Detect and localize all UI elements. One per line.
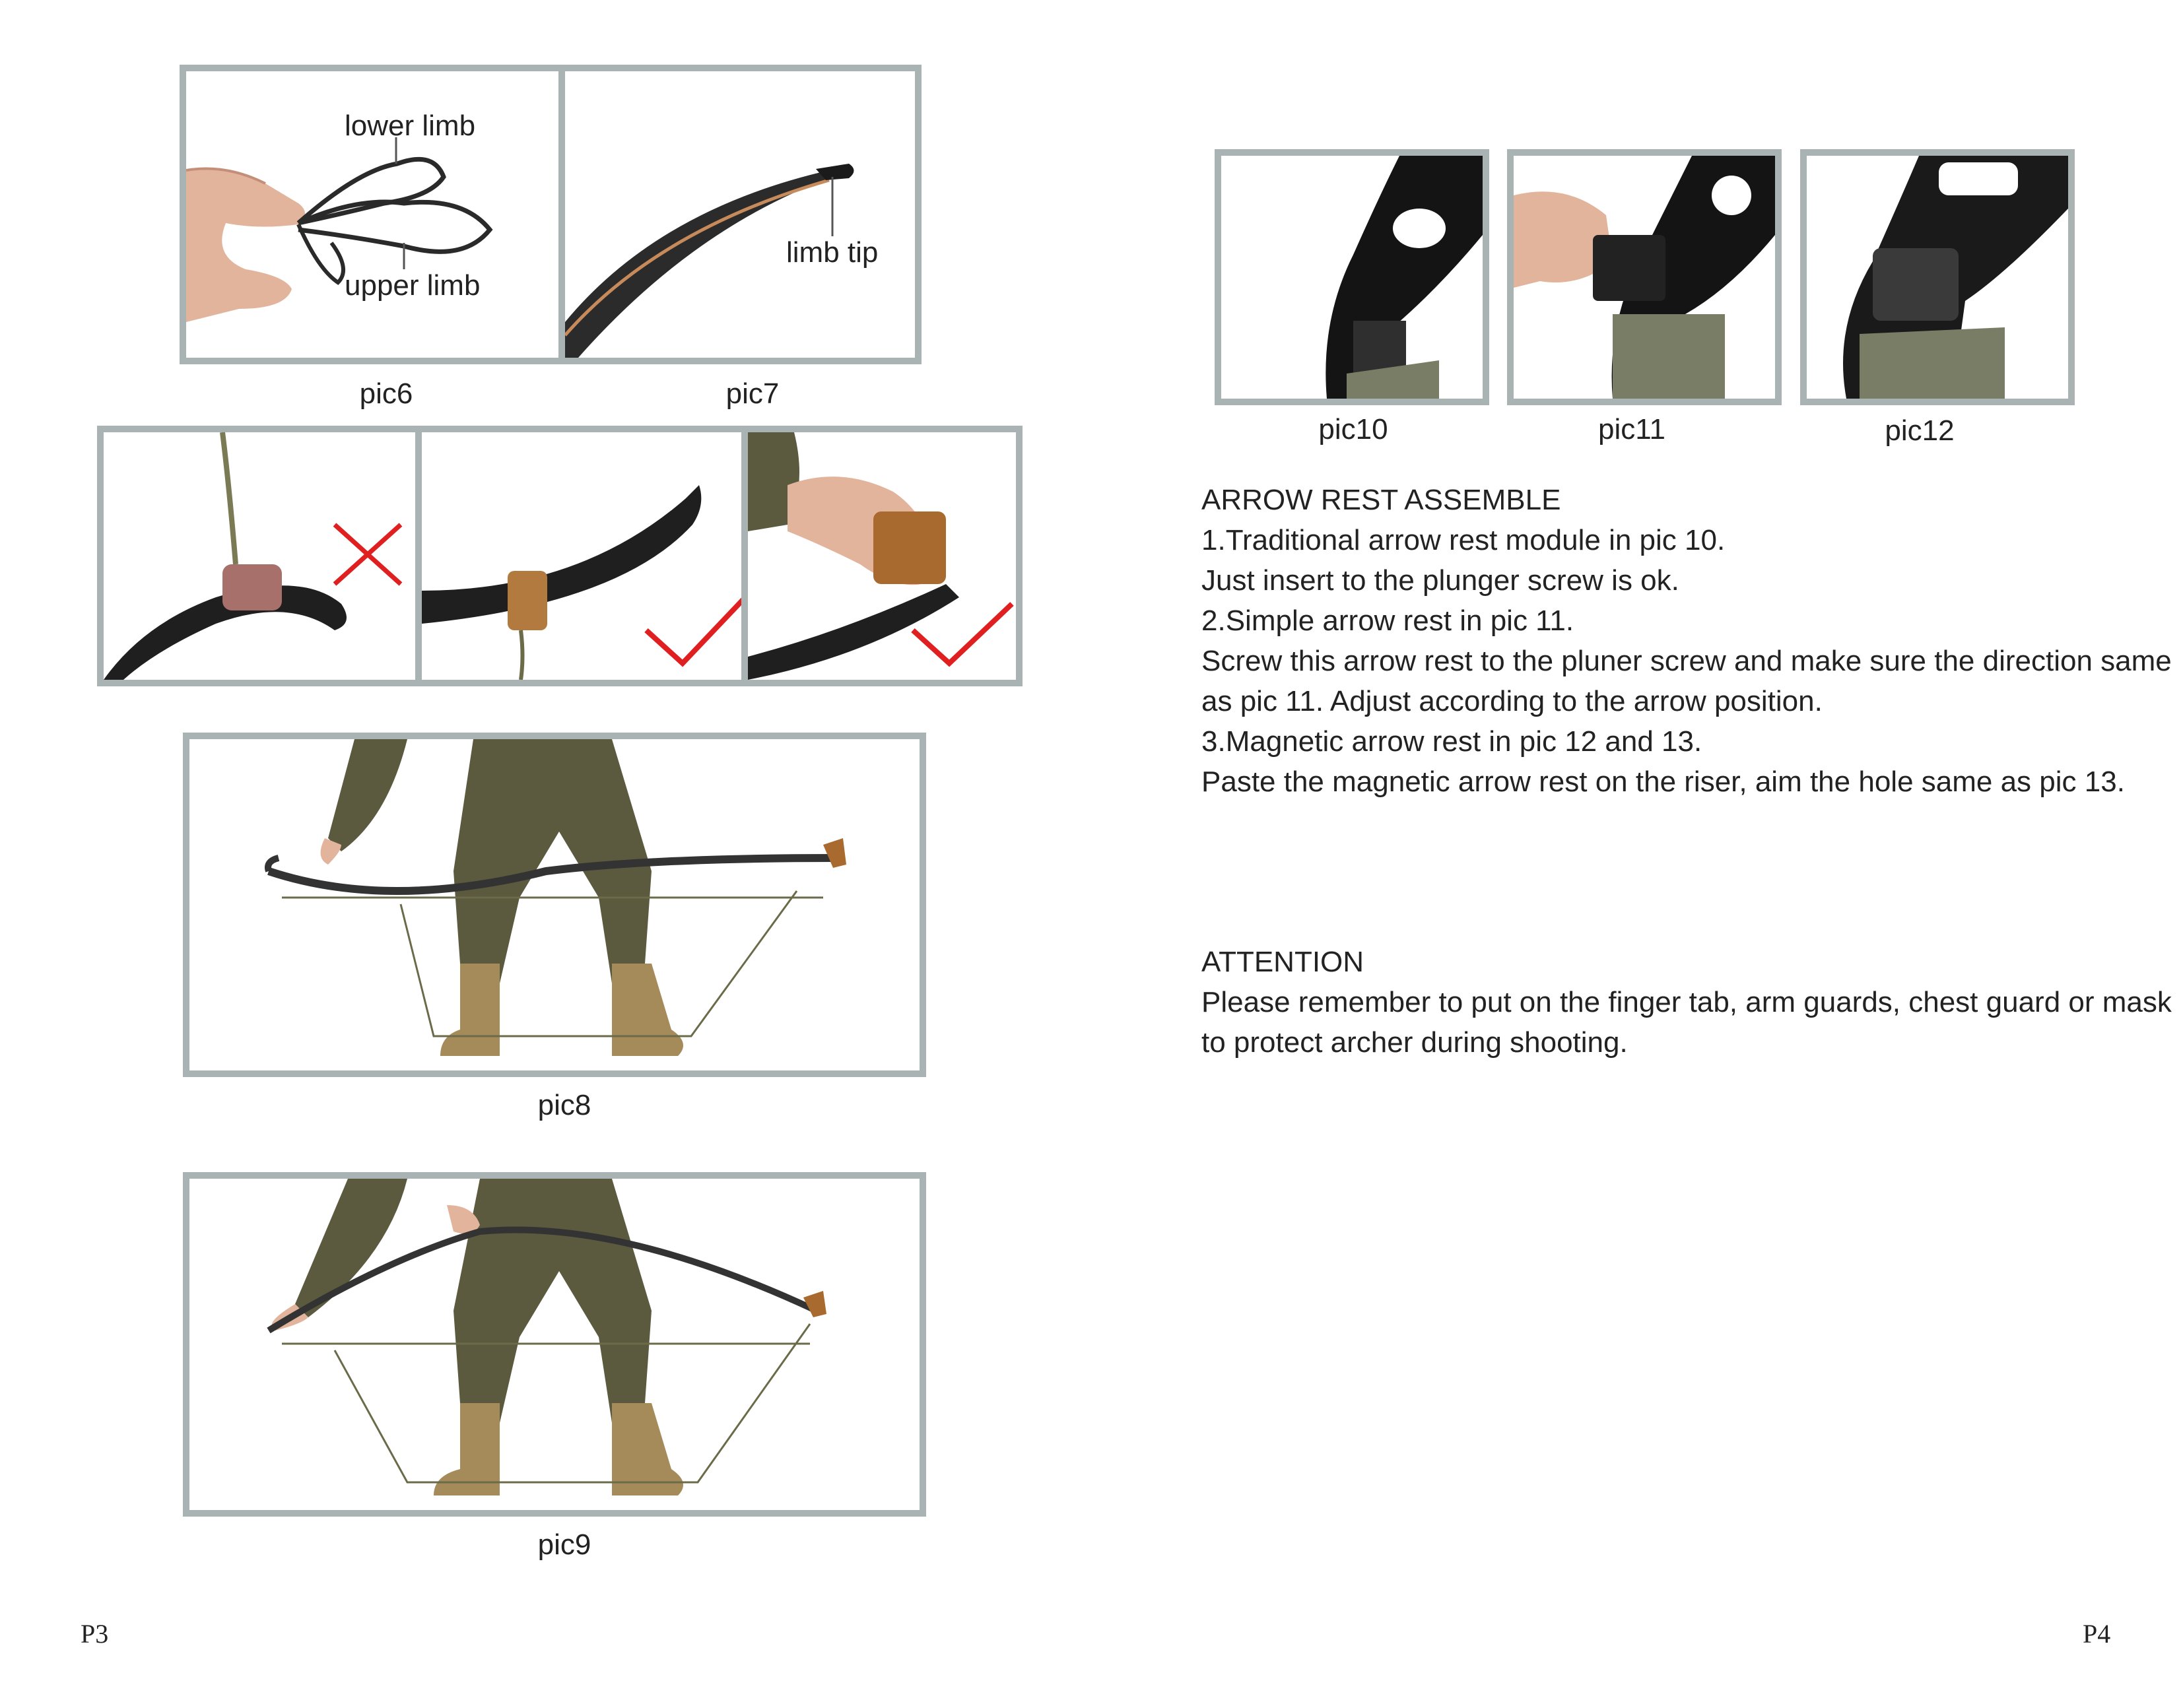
pic9-frame (183, 1172, 926, 1517)
page-number-right: P4 (2083, 1619, 2111, 1649)
page-number-left: P3 (81, 1619, 109, 1649)
correct-placement-image (415, 432, 748, 680)
attention-line: Please remember to put on the finger tab, arm guards, chest guard or mask (1201, 986, 2172, 1018)
pic10-image (1221, 156, 1483, 399)
arrow-rest-line: Just insert to the plunger screw is ok. (1201, 564, 1679, 597)
label-limb-tip: limb tip (786, 236, 879, 269)
pic12-image (1807, 156, 2068, 399)
arrow-rest-section (1201, 480, 2172, 802)
arrow-rest-line: Screw this arrow rest to the pluner screw and make sure the direction same (1201, 645, 2172, 677)
pic6-caption: pic6 (359, 378, 413, 410)
label-upper-limb: upper limb (345, 269, 481, 302)
pic11-frame (1507, 149, 1782, 405)
wrong-placement-image (104, 432, 415, 680)
arrow-rest-line: Paste the magnetic arrow rest on the riser, aim the hole same as pic 13. (1201, 766, 2125, 798)
pic8-image (189, 739, 920, 1070)
pic10-caption: pic10 (1318, 413, 1388, 445)
arrow-rest-title: ARROW REST ASSEMBLE (1201, 484, 1561, 516)
pic9-image (189, 1179, 920, 1510)
attention-section (1201, 942, 2172, 1063)
pic11-caption: pic11 (1598, 413, 1665, 445)
pic10-frame (1215, 149, 1489, 405)
pic7-image (558, 71, 922, 358)
label-lower-limb: lower limb (345, 110, 476, 142)
pic11-image (1514, 156, 1775, 399)
pic9-caption: pic9 (537, 1528, 591, 1561)
arrow-rest-line: 3.Magnetic arrow rest in pic 12 and 13. (1201, 725, 1702, 758)
pic8-caption: pic8 (537, 1089, 591, 1121)
attention-line: to protect archer during shooting. (1201, 1026, 1628, 1059)
attention-title: ATTENTION (1201, 946, 1364, 978)
string-placement-frame (97, 426, 1023, 686)
arrow-rest-line: 2.Simple arrow rest in pic 11. (1201, 605, 1574, 637)
pic12-caption: pic12 (1885, 414, 1955, 447)
pic8-frame (183, 733, 926, 1077)
pic6-pic7-frame (180, 65, 922, 364)
pic7-caption: pic7 (725, 378, 780, 410)
pic12-frame (1800, 149, 2075, 405)
arrow-rest-line: as pic 11. Adjust according to the arrow position. (1201, 685, 1823, 717)
pic6-image (186, 71, 558, 358)
hand-placement-image (741, 432, 1023, 680)
arrow-rest-line: 1.Traditional arrow rest module in pic 10. (1201, 524, 1726, 556)
